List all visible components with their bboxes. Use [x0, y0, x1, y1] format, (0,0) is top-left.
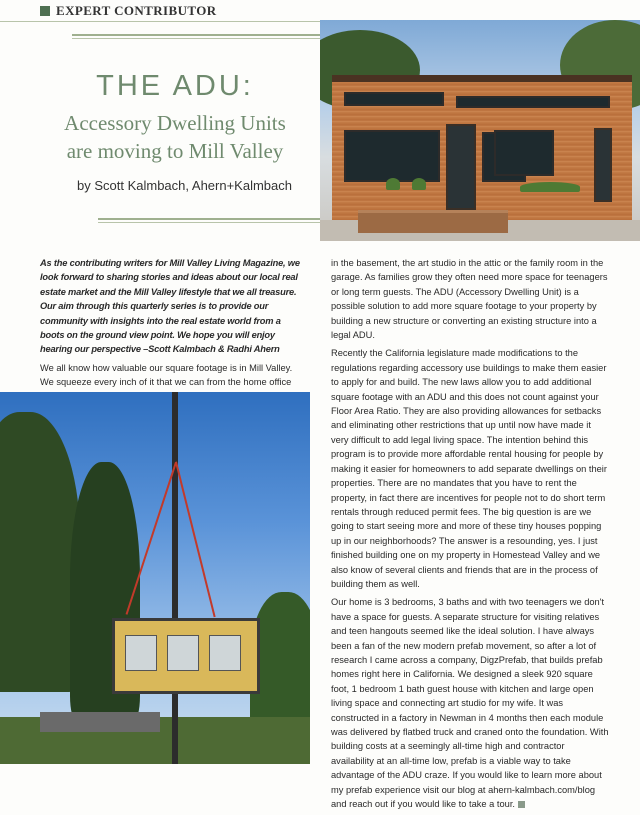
photo-shrub — [520, 182, 580, 192]
article-title: THE ADU: — [96, 70, 254, 102]
article-subtitle-line1: Accessory Dwelling Units — [64, 111, 286, 135]
photo-clerestory — [344, 92, 444, 106]
photo-prefab-module — [112, 618, 260, 694]
photo-house — [332, 75, 632, 220]
title-rule-lower-thin — [98, 222, 320, 223]
adu-exterior-photo — [320, 20, 640, 241]
photo-deck — [358, 210, 508, 233]
photo-door — [594, 128, 612, 202]
photo-flatbed-truck — [40, 712, 160, 732]
section-tag-label: EXPERT CONTRIBUTOR — [56, 3, 217, 18]
title-rule-lower — [98, 218, 320, 220]
header-rule-top — [0, 21, 320, 22]
photo-window — [344, 130, 440, 182]
column-right-paragraph-1: in the basement, the art studio in the attic or the family room in the garage. As families grow they often need more space for teenagers or long term guests. The ADU (Accessory Dwelling Unit) is a possible solution to add more square footage to your property by building a new structure or converting an existing structure into a legal ADU. — [331, 258, 608, 341]
photo-crane-boom — [172, 392, 178, 764]
column-left — [40, 256, 304, 394]
section-tag — [40, 3, 217, 19]
title-rule-upper — [72, 34, 320, 36]
crane-module-photo — [0, 392, 310, 764]
title-rule-upper-thin — [72, 38, 320, 39]
article-subtitle-line2: are moving to Mill Valley — [66, 139, 284, 163]
photo-window — [494, 130, 554, 176]
photo-planter — [412, 178, 426, 190]
article-end-mark — [518, 801, 525, 808]
column-left-paragraph: We all know how valuable our square footage is in Mill Valley. We squeeze every inch of it that we can from the home office — [40, 362, 293, 388]
photo-tree — [0, 412, 80, 692]
photo-door — [446, 124, 476, 210]
photo-crane-cable — [175, 462, 216, 618]
article-intro: As the contributing writers for Mill Valley Living Magazine, we look forward to sharing stories and ideas about our local real estate market and the Mill Valley lifestyle that we all treasure. Our aim through this quarterly series is to provide our community with insights into the real estate world from a boots on the ground view point. We hope you will enjoy hearing our perspective –Scott Kalmbach & Radhi Ahern — [40, 258, 300, 355]
column-right-paragraph-2: Recently the California legislature made modifications to the regulations regarding accessory use buildings to make them easier to apply for and build. The new laws allow you to add additional square footage with an ADU and this does not count against your Floor Area Ratio. They are also providing allowances for setbacks and eliminating other restrictions that up until now have made it very difficult to add legal living space. The intention behind this program is to provide more affordable rental housing for people by making it easier for homeowners to add separate dwellings on their properties. There are no mandates that you have to rent the property, in fact there are incentives for people not to do short term rentals through reduced permit fees. The big question is are we going to start seeing more and more of these tiny houses popping up in our neighborhoods? The answer is a resounding, yes. I just finished building one on my property in Homestead Valley and we also know of several clients and friends that are in the process of building them as well. — [331, 348, 607, 589]
photo-module-window — [167, 635, 199, 671]
photo-module-window — [209, 635, 241, 671]
photo-module-window — [125, 635, 157, 671]
column-right-paragraph-3 — [331, 595, 610, 811]
column-right-paragraph-3-text: Our home is 3 bedrooms, 3 baths and with two teenagers we don't have a space for guests. A separate structure for visiting relatives and teen hangouts seemed like the ideal solution. I have always been a fan of the new modern prefab movement, so after a lot of research I came across a company, DigzPrefab, that builds prefab homes right here in California. We designed a sleek 920 square foot, 1 bedroom 1 bath guest house with kitchen and large open living space and connecting art studio for my wife. It was constructed in a factory in Newman in 4 months then each module was delivered by flatbed truck and craned onto the foundation. With building costs at a seemingly all-time high and contractor availability at an all-time low, prefab is a viable way to take advantage of the ADU craze. If you would like to learn more about my prefab experience visit our blog at ahern-kalmbach.com/blog and reach out if you would like to take a tour. — [331, 597, 609, 810]
article-byline: by Scott Kalmbach, Ahern+Kalmbach — [77, 178, 292, 193]
photo-clerestory — [456, 96, 610, 108]
section-tag-square — [40, 6, 50, 16]
photo-planter — [386, 178, 400, 190]
article-title-block — [40, 60, 310, 165]
column-right — [331, 256, 610, 815]
